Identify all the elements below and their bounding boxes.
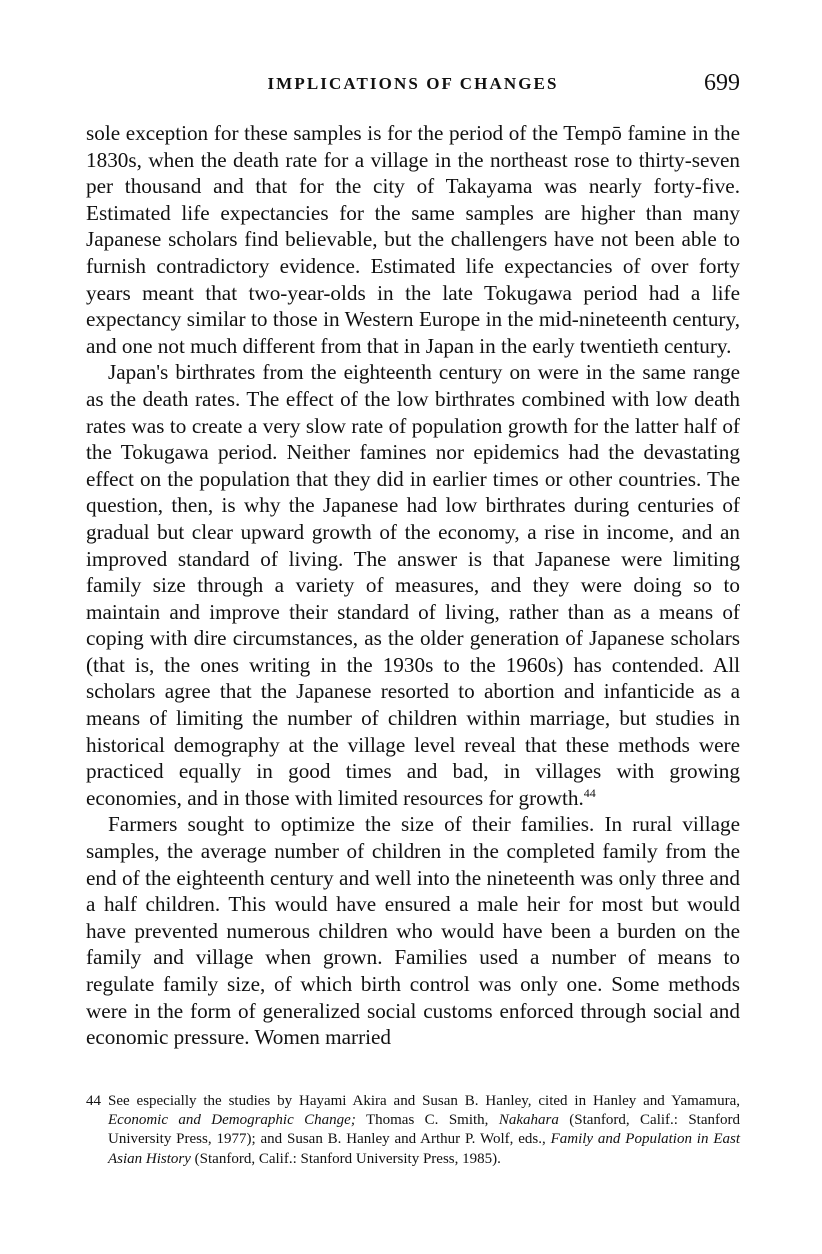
footnote-44 <box>86 1092 740 1169</box>
footnote-title-economic-change: Economic and Demographic Change; <box>108 1112 356 1129</box>
paragraph-3-text: Farmers sought to optimize the size of their families. In rural village samples, the average number of children in the completed family from the end of the eighteenth century and well into the nineteenth was only three and a half children. This would have ensured a male heir for most but would have prevented numerous children who would have been a burden on the family and village when grown. Families used a number of means to regulate family size, of which birth control was only one. Some methods were in the form of generalized social customs enforced through social and economic pressure. Women married <box>86 812 740 1050</box>
paragraph-2-text: Japan's birthrates from the eighteenth century on were in the same range as the death rates. The effect of the low birthrates combined with low death rates was to create a very slow rate of population growth for the latter half of the Tokugawa period. Neither famines nor epidemics had the devastating effect on the population that they did in earlier times or other countries. The question, then, is why the Japanese had low birthrates during centuries of gradual but clear upward growth of the economy, a rise in income, and an improved standard of living. The answer is that Japanese were limiting family size through a variety of measures, and they were doing so to maintain and improve their standard of living, rather than as a means of coping with dire circumstances, as the older generation of Japanese scholars (that is, the ones writing in the 1930s to the 1960s) has contended. All scholars agree that the Japanese resorted to abortion and infanticide as a means of limiting the number of children within marriage, but studies in historical demography at the village level reveal that these methods were practiced equally in good times and bad, in villages with growing economies, and in those with limited resources for growth. <box>86 360 740 810</box>
body-text <box>86 120 740 1051</box>
paragraph-1-text: sole exception for these samples is for the period of the Tempō famine in the 1830s, when the death rate for a village in the northeast rose to thirty-seven per thousand and that for the city of Takayama was nearly forty-five. Estimated life expectancies for the same samples are higher than many Japanese scholars find believable, but the challengers have not been able to furnish contradictory evidence. Estimated life expectancies of over forty years meant that two-year-olds in the late Tokugawa period had a life expectancy similar to those in Western Europe in the mid-nineteenth century, and one not much different from that in Japan in the early twentieth century. <box>86 121 740 358</box>
page-number: 699 <box>704 70 740 96</box>
footnote-text <box>108 1092 740 1169</box>
paragraph-3 <box>86 811 740 1050</box>
footnote-number: 44 <box>86 1093 101 1109</box>
paragraph-2 <box>86 359 740 811</box>
page-header <box>86 70 740 100</box>
footnote-text-4: (Stanford, Calif.: Stanford University Press, 1985). <box>190 1150 501 1167</box>
footnote-text-1: See especially the studies by Hayami Akira and Susan B. Hanley, cited in Hanley and Yamamura, <box>108 1093 740 1109</box>
footnote-reference: 44 <box>583 785 596 800</box>
paragraph-1 <box>86 120 740 359</box>
footnote-text-2: Thomas C. Smith, <box>355 1112 499 1129</box>
running-head: IMPLICATIONS OF CHANGES <box>267 74 559 93</box>
footnote-title-nakahara: Nakahara <box>498 1112 559 1129</box>
footnote-title-family-population: Family and Population in East Asian History <box>108 1131 740 1167</box>
footnote-text-3: (Stanford, Calif.: Stanford University Press, 1977); and Susan B. Hanley and Arthur P. Wolf, eds., <box>108 1112 740 1148</box>
